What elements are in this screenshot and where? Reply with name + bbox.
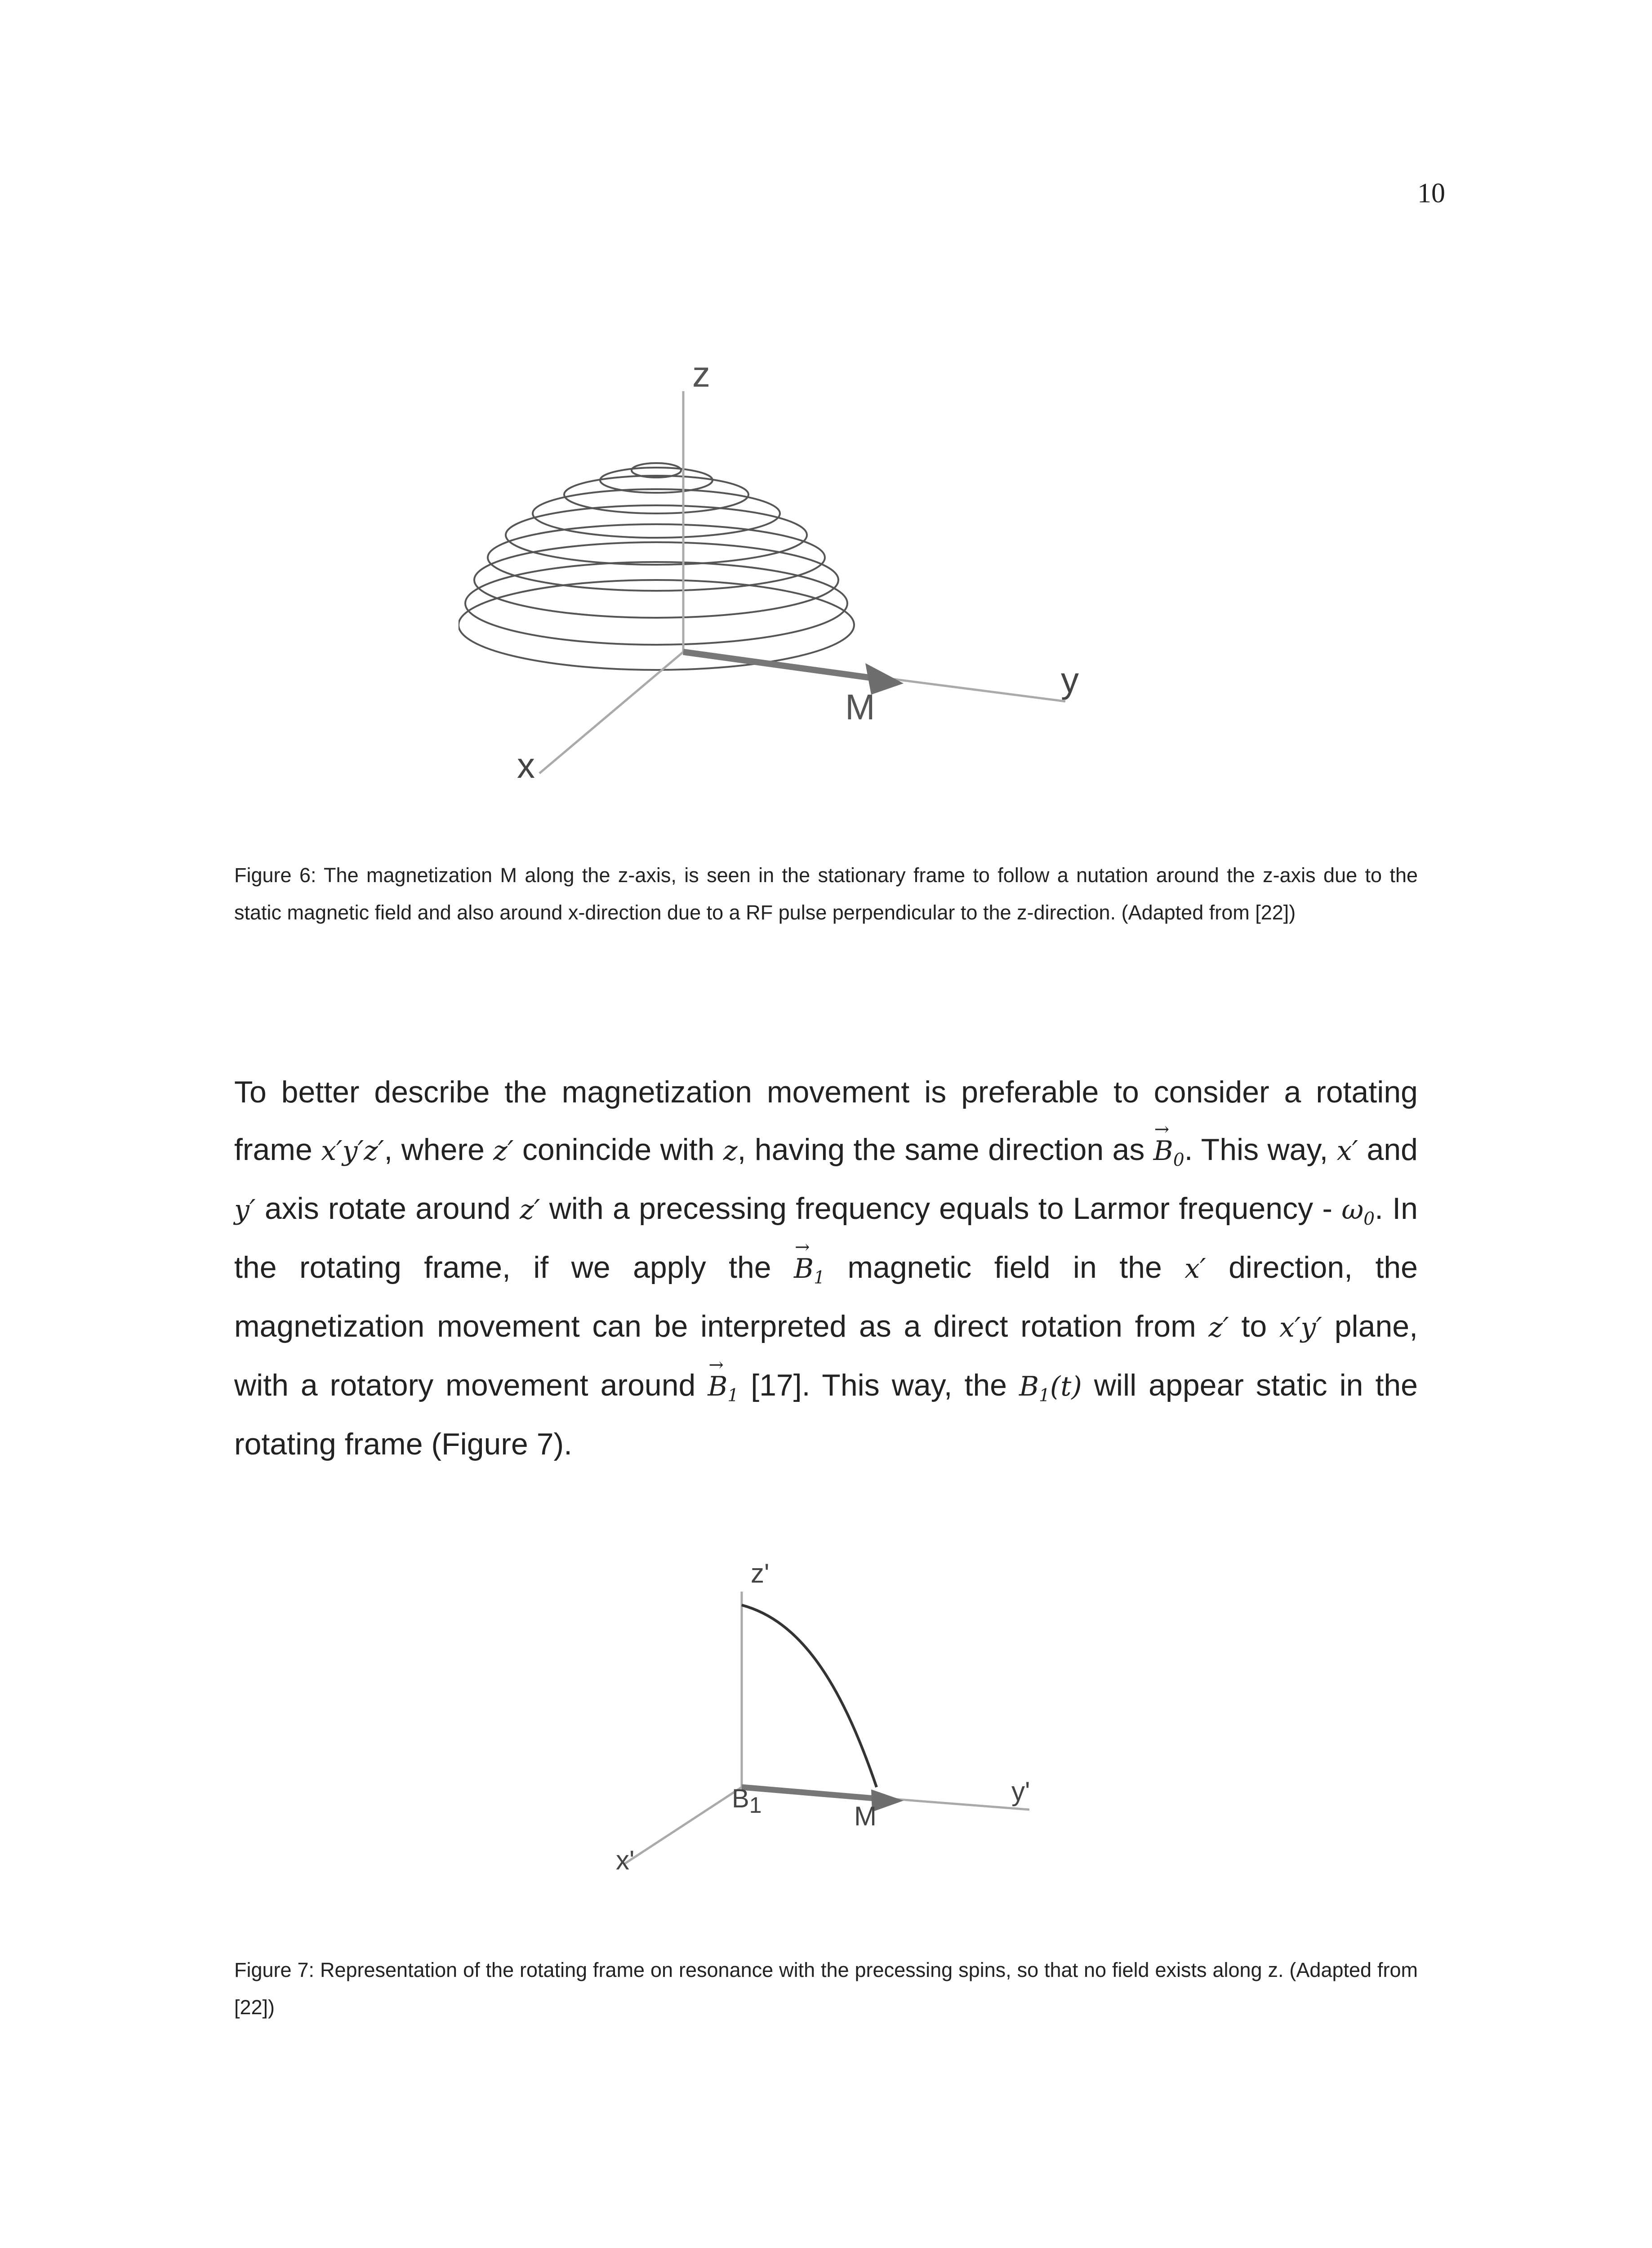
math-sub: 0 xyxy=(1173,1150,1184,1170)
math-zp: z′ xyxy=(1208,1312,1229,1343)
text-segment: , having the same direction as xyxy=(737,1133,1153,1167)
math-b: B xyxy=(794,1253,814,1285)
math-b1t xyxy=(1019,1371,1082,1406)
math-b1 xyxy=(794,1237,825,1298)
text-segment: , where xyxy=(384,1133,494,1167)
body-paragraph xyxy=(234,1063,1418,1473)
text-segment: will appear static in the rotating frame (Figure 7). xyxy=(234,1368,1418,1461)
math-zp: z′ xyxy=(520,1194,540,1226)
math-t: (t) xyxy=(1050,1371,1082,1402)
y-axis-label: y xyxy=(1061,660,1079,700)
figure-7-rotating-frame-diagram xyxy=(589,1538,1065,1888)
z-prime-label: z' xyxy=(751,1558,770,1588)
figure-7-caption: Figure 7: Representation of the rotating frame on resonance with the precessing spins, so that no field exists along z. (Adapted from [22]) xyxy=(234,1958,1418,2019)
text-segment: conincide with xyxy=(513,1133,723,1167)
math-omega0 xyxy=(1341,1194,1375,1229)
text-segment: . This way, xyxy=(1184,1133,1337,1167)
text-segment: To better describe the magnetization movement is preferable to consider a rotating frame xyxy=(234,1075,1418,1167)
x-prime-label: x' xyxy=(616,1845,635,1875)
math-xp: x′ xyxy=(1184,1253,1206,1285)
text-segment: plane, with a rotatory movement around xyxy=(234,1309,1418,1402)
figure-7-svg xyxy=(589,1538,1065,1888)
math-z: z xyxy=(723,1135,738,1167)
math-b0 xyxy=(1153,1119,1184,1180)
b1-subscript: 1 xyxy=(749,1793,762,1818)
text-segment: [17]. This way, the xyxy=(739,1368,1019,1402)
magnetization-vector xyxy=(683,652,886,680)
figure-6-svg xyxy=(459,346,1142,787)
text-segment: . In the rotating frame, if we apply the xyxy=(234,1191,1418,1285)
text-segment: to xyxy=(1229,1309,1279,1343)
y-prime-label: y' xyxy=(1011,1776,1030,1806)
math-xyz: x′y′z′ xyxy=(321,1135,384,1167)
vector-arrow: → xyxy=(795,1237,810,1258)
math-zp: z′ xyxy=(493,1135,514,1167)
rotation-arc xyxy=(742,1605,877,1787)
math-b1 xyxy=(708,1355,739,1415)
z-axis-label: z xyxy=(692,354,710,394)
text-segment: axis rotate around xyxy=(255,1191,520,1226)
m-label: M xyxy=(854,1801,877,1831)
math-b: B xyxy=(1019,1371,1039,1402)
math-b: B xyxy=(1153,1135,1173,1167)
figure-6-caption: Figure 6: The magnetization M along the z-axis, is seen in the stationary frame to follow a nutation around the z-axis due to the static magnetic field and also around x-direction due to a RF pulse perpendicular to the z-direction. (Adapted from [22]) xyxy=(234,864,1418,924)
magnetization-vector xyxy=(742,1787,886,1799)
math-yp: y′ xyxy=(234,1194,256,1226)
b1-letter: B xyxy=(732,1784,749,1813)
vector-arrow: → xyxy=(708,1355,724,1375)
vector-arrow: → xyxy=(1154,1119,1170,1140)
m-label: M xyxy=(845,687,875,727)
text-segment: direction, the magnetization movement can be interpreted as a direct rotation from xyxy=(234,1250,1418,1343)
math-xp: x′ xyxy=(1336,1135,1358,1167)
text-segment: magnetic field in the xyxy=(824,1250,1185,1285)
text-segment: and xyxy=(1358,1133,1418,1167)
text-segment: with a precessing frequency equals to Larmor frequency - xyxy=(540,1191,1342,1226)
math-sub: 1 xyxy=(727,1386,739,1406)
math-sub: 1 xyxy=(1039,1386,1050,1406)
precession-spiral xyxy=(459,463,854,670)
figure-6-precession-diagram xyxy=(459,346,1142,787)
page-number: 10 xyxy=(1417,178,1445,209)
x-axis-label: x xyxy=(517,745,535,785)
math-b: B xyxy=(708,1371,728,1402)
math-xyp: x′y′ xyxy=(1279,1312,1322,1343)
math-sub: 0 xyxy=(1363,1209,1375,1229)
x-axis xyxy=(539,652,683,773)
x-prime-axis xyxy=(625,1787,742,1864)
math-omega: ω xyxy=(1341,1194,1364,1226)
math-sub: 1 xyxy=(814,1268,825,1288)
